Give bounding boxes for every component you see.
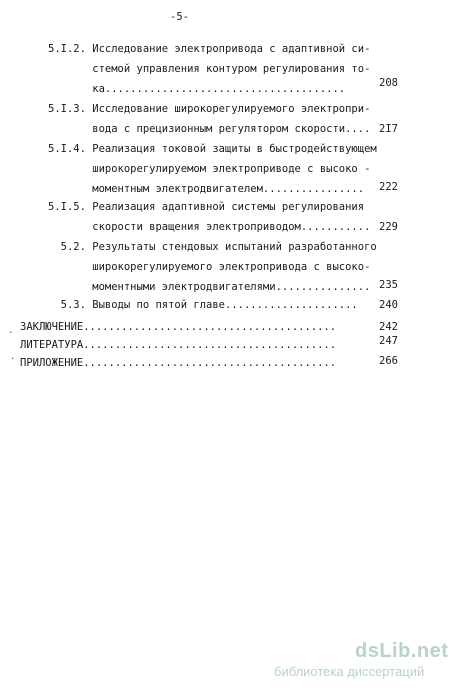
watermark-tagline: библиотека диссертаций bbox=[274, 664, 425, 679]
toc-line: стемой управления контуром регулирования то- bbox=[48, 63, 371, 75]
toc-page-number: 208 bbox=[379, 77, 398, 89]
toc-page-number: 222 bbox=[379, 181, 398, 193]
toc-line: ЛИТЕРАТУРА........................................ bbox=[20, 339, 337, 351]
toc-line: моментным электродвигателем................ bbox=[48, 183, 365, 195]
toc-line: ПРИЛОЖЕНИЕ........................................ bbox=[20, 357, 337, 369]
toc-page-number: 235 bbox=[379, 279, 398, 291]
toc-page-number: 242 bbox=[379, 321, 398, 333]
page-header: -5- bbox=[170, 11, 189, 23]
margin-mark: . bbox=[10, 352, 16, 362]
toc-page-number: 247 bbox=[379, 335, 398, 347]
toc-line: 5.I.5. Реализация адаптивной системы регулирования bbox=[48, 201, 365, 213]
toc-line: 5.2. Результаты стендовых испытаний разработанного bbox=[48, 241, 377, 253]
toc-line: широкорегулируемом электроприводе с высоко - bbox=[48, 163, 371, 175]
toc-line: вода с прецизионным регулятором скорости.... bbox=[48, 123, 371, 135]
toc-line: ка...................................... bbox=[48, 83, 346, 95]
toc-line: моментными электродвигателями............... bbox=[48, 281, 371, 293]
toc-line: скорости вращения электроприводом........... bbox=[48, 221, 371, 233]
toc-line: 5.I.3. Исследование широкорегулируемого электропри- bbox=[48, 103, 371, 115]
watermark-brand: dsLib.net bbox=[355, 640, 449, 662]
toc-page-number: 266 bbox=[379, 355, 398, 367]
toc-line: 5.I.4. Реализация токовой защиты в быстродействующем bbox=[48, 143, 377, 155]
toc-page-number: 2I7 bbox=[379, 123, 398, 135]
toc-line: 5.I.2. Исследование электропривода с адаптивной си- bbox=[48, 43, 371, 55]
toc-page-number: 240 bbox=[379, 299, 398, 311]
toc-page-number: 229 bbox=[379, 221, 398, 233]
toc-line: ЗАКЛЮЧЕНИЕ........................................ bbox=[20, 321, 337, 333]
margin-mark: . bbox=[8, 326, 14, 336]
toc-line: 5.3. Выводы по пятой главе..................... bbox=[48, 299, 358, 311]
toc-line: широкорегулируемого электропривода с высоко- bbox=[48, 261, 371, 273]
